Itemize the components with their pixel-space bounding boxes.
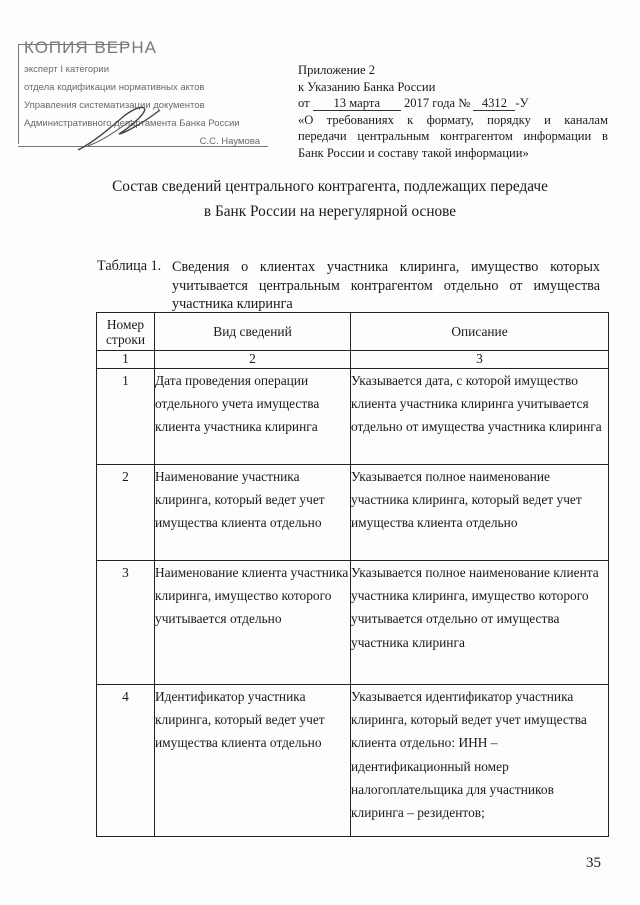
- column-number-row: [97, 351, 609, 369]
- page-heading-line: Состав сведений центрального контрагента, подлежащих передаче: [112, 178, 548, 195]
- stamp-line: отдела кодификации нормативных актов: [24, 82, 205, 93]
- appendix-date-line: [298, 95, 608, 112]
- year-label: 2017 года №: [403, 96, 471, 110]
- number-suffix: -У: [515, 96, 529, 110]
- table-row: [97, 465, 609, 561]
- row-kind: Наименование участника клиринга, который ведет учет имущества клиента отдельно: [155, 465, 351, 561]
- certification-stamp: [18, 38, 268, 152]
- client-info-table: [96, 312, 609, 837]
- document-number: 4312: [473, 97, 515, 111]
- row-description: Указывается полное наименование клиента участника клиринга, имущество которого учитывается отдельно от имущества участника клиринга: [351, 561, 609, 685]
- table-caption-line: учитывается центральным контрагентом отдельно от имущества: [172, 277, 600, 294]
- page-number: 35: [586, 855, 601, 871]
- row-number: 3: [97, 561, 155, 685]
- table-label: Таблица 1.: [97, 258, 162, 274]
- appendix-description-line: «О требованиях к формату, порядку и каналам: [298, 112, 608, 127]
- row-kind: Наименование клиента участника клиринга, имущество которого учитывается отдельно: [155, 561, 351, 685]
- row-kind: Идентификатор участника клиринга, который ведет учет имущества клиента отдельно: [155, 685, 351, 837]
- row-number: 4: [97, 685, 155, 837]
- appendix-description-line: передачи центральным контрагентом информации в: [298, 129, 608, 143]
- row-description: Указывается идентификатор участника клиринга, который ведет учет имущества клиента отдельно: ИНН – идентификационный номер налогоплательщика для участников клиринга – резидентов;: [351, 685, 609, 837]
- column-number: 3: [351, 351, 609, 369]
- row-kind: Дата проведения операции отдельного учета имущества клиента участника клиринга: [155, 369, 351, 465]
- from-label: от: [298, 96, 310, 110]
- column-number: 2: [155, 351, 351, 369]
- column-number: 1: [97, 351, 155, 369]
- header-row-number: Номер строки: [97, 313, 155, 351]
- date-value: 13 марта: [313, 97, 401, 111]
- table-row: [97, 685, 609, 837]
- stamp-line: Административного департамента Банка России: [24, 118, 240, 129]
- stamp-title: КОПИЯ ВЕРНА: [24, 38, 158, 57]
- stamp-line: Управления систематизации документов: [24, 100, 205, 111]
- table-caption-line: участника клиринга: [172, 296, 293, 312]
- header-description: Описание: [351, 313, 609, 351]
- table-caption: [172, 258, 600, 314]
- table-row: [97, 369, 609, 465]
- appendix-block: [298, 62, 608, 161]
- row-description: Указывается дата, с которой имущество клиента участника клиринга учитывается отдельно от имущества участника клиринга: [351, 369, 609, 465]
- page-heading-line: в Банк России на нерегулярной основе: [203, 203, 457, 220]
- row-number: 2: [97, 465, 155, 561]
- stamp-signature-name: С.С. Наумова: [199, 136, 260, 147]
- table-row: [97, 561, 609, 685]
- row-number: 1: [97, 369, 155, 465]
- table-header-row: [97, 313, 609, 351]
- appendix-description-line: Банк России и составу такой информации»: [298, 145, 529, 160]
- header-kind: Вид сведений: [155, 313, 351, 351]
- appendix-reference: к Указанию Банка России: [298, 79, 436, 94]
- handwritten-signature-icon: [74, 102, 164, 154]
- stamp-line: эксперт I категории: [24, 64, 110, 75]
- appendix-title: Приложение 2: [298, 63, 376, 77]
- row-description: Указывается полное наименование участника клиринга, который ведет учет имущества клиента отдельно: [351, 465, 609, 561]
- table-caption-line: Сведения о клиентах участника клиринга, имущество которых: [172, 259, 600, 275]
